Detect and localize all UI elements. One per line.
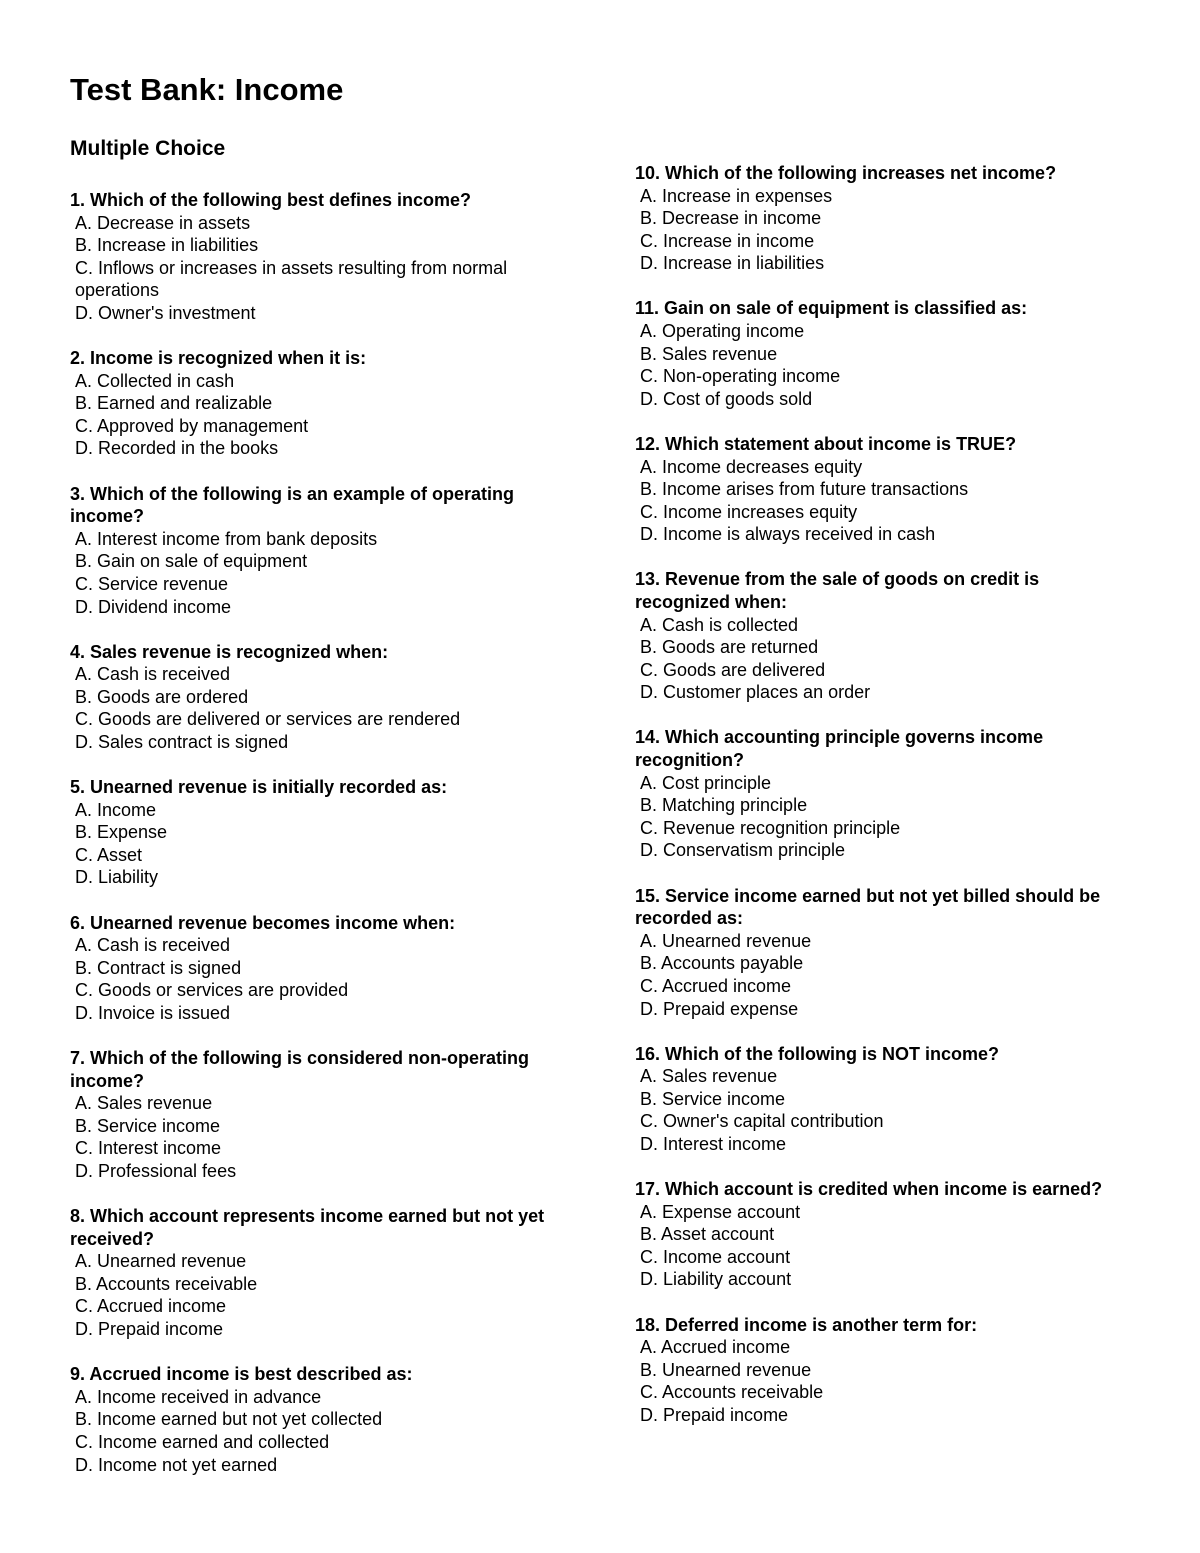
answer-option: C. Service revenue [75,573,229,594]
answer-option: A. Sales revenue [75,1093,213,1114]
answer-option: D. Income not yet earned [75,1454,278,1475]
question-block [635,162,1130,275]
answer-option: D. Professional fees [75,1160,237,1181]
answer-option: A. Unearned revenue [640,930,812,951]
answer-option: B. Accounts receivable [75,1273,258,1294]
question-text: 2. Income is recognized when it is: [70,348,367,369]
answer-option: B. Income arises from future transactions [640,479,969,500]
answer-option: B. Asset account [640,1224,775,1245]
question-text: 8. Which account represents income earned but not yet received? [70,1206,545,1249]
question-text: 16. Which of the following is NOT income? [635,1043,1000,1064]
answer-option: B. Matching principle [640,795,808,816]
answer-option: C. Interest income [75,1138,222,1159]
question-block [635,726,1130,862]
question-text: 18. Deferred income is another term for: [635,1314,978,1335]
question-text: 10. Which of the following increases net income? [635,163,1057,183]
question-block [635,1314,1130,1427]
answer-option: D. Liability [75,867,159,888]
answer-option: D. Owner's investment [75,302,256,323]
answer-option: C. Income account [640,1246,791,1267]
answer-option: C. Non-operating income [640,366,841,387]
question-block [70,1363,565,1476]
answer-option: D. Prepaid income [640,1404,789,1425]
answer-option: B. Accounts payable [640,953,804,974]
answer-option: B. Decrease in income [640,208,822,229]
question-text: 5. Unearned revenue is initially recorded as: [70,777,448,798]
answer-option: A. Cost principle [640,772,772,793]
question-text: 15. Service income earned but not yet billed should be recorded as: [635,885,1101,929]
question-block [635,885,1130,1021]
answer-option: D. Cost of goods sold [640,388,813,409]
answer-option: B. Gain on sale of equipment [75,551,308,572]
answer-option: B. Unearned revenue [640,1359,812,1380]
answer-option: D. Invoice is issued [75,1002,231,1023]
question-block [70,776,565,889]
answer-option: A. Cash is received [75,664,231,685]
answer-option: A. Operating income [640,321,805,342]
answer-option: C. Goods are delivered [640,659,826,680]
answer-option: B. Goods are returned [640,637,819,658]
answer-option: A. Income received in advance [75,1386,322,1407]
answer-option: C. Income earned and collected [75,1431,330,1452]
question-block [70,912,565,1025]
answer-option: A. Decrease in assets [75,212,251,233]
section-title: Multiple Choice [70,137,226,160]
answer-option: C. Inflows or increases in assets resulting from normal operations [75,257,508,301]
answer-option: C. Accrued income [640,975,792,996]
answer-option: C. Revenue recognition principle [640,817,901,838]
question-block [635,1178,1130,1291]
answer-option: D. Dividend income [75,596,232,617]
answer-option: A. Collected in cash [75,370,235,391]
question-block [635,433,1130,546]
question-text: 13. Revenue from the sale of goods on credit is recognized when: [635,569,1040,612]
answer-option: C. Goods are delivered or services are rendered [75,709,461,730]
question-text: 3. Which of the following is an example of operating income? [70,483,515,527]
question-text: 14. Which accounting principle governs income recognition? [635,727,1044,771]
answer-option: C. Accrued income [75,1296,227,1317]
question-text: 12. Which statement about income is TRUE? [635,433,1017,454]
answer-option: A. Interest income from bank deposits [75,528,378,549]
answer-option: C. Owner's capital contribution [640,1111,884,1132]
question-text: 6. Unearned revenue becomes income when: [70,912,456,933]
question-block [635,1043,1130,1156]
question-block [70,189,565,325]
answer-option: B. Earned and realizable [75,393,273,414]
answer-option: D. Conservatism principle [640,840,846,861]
answer-option: B. Expense [75,822,168,843]
answer-option: B. Service income [75,1115,221,1136]
page-title: Test Bank: Income [70,72,344,107]
answer-option: C. Approved by management [75,415,309,436]
question-text: 17. Which account is credited when income is earned? [635,1179,1103,1200]
answer-option: C. Asset [75,844,143,865]
right-question-column [635,162,1130,1449]
answer-option: B. Increase in liabilities [75,235,259,256]
answer-option: B. Contract is signed [75,957,242,978]
answer-option: A. Income [75,799,157,820]
answer-option: D. Income is always received in cash [640,524,936,545]
question-text: 11. Gain on sale of equipment is classified as: [635,298,1028,319]
answer-option: C. Income increases equity [640,501,858,522]
question-block [70,641,565,754]
answer-option: D. Prepaid income [75,1319,224,1340]
answer-option: D. Sales contract is signed [75,731,289,752]
question-text: 7. Which of the following is considered non-operating income? [70,1048,529,1091]
answer-option: D. Interest income [640,1133,787,1154]
answer-option: A. Sales revenue [640,1066,778,1087]
question-block [70,1205,565,1341]
answer-option: A. Accrued income [640,1337,791,1358]
answer-option: D. Increase in liabilities [640,253,825,274]
answer-option: A. Cash is received [75,935,231,956]
answer-option: C. Increase in income [640,230,815,251]
question-block [70,347,565,460]
answer-option: D. Recorded in the books [75,438,279,459]
answer-option: B. Service income [640,1088,786,1109]
question-text: 9. Accrued income is best described as: [70,1364,413,1385]
answer-option: B. Sales revenue [640,343,778,364]
question-block [635,297,1130,410]
answer-option: A. Income decreases equity [640,456,863,477]
answer-option: A. Expense account [640,1201,801,1222]
answer-option: A. Unearned revenue [75,1251,247,1272]
answer-option: B. Goods are ordered [75,686,249,707]
question-block [70,483,565,619]
question-text: 4. Sales revenue is recognized when: [70,641,389,662]
answer-option: A. Increase in expenses [640,185,833,206]
answer-option: D. Customer places an order [640,682,871,703]
question-text: 1. Which of the following best defines income? [70,190,472,210]
answer-option: D. Liability account [640,1269,792,1290]
question-block [70,1047,565,1183]
answer-option: C. Goods or services are provided [75,980,349,1001]
question-block [635,568,1130,704]
answer-option: D. Prepaid expense [640,998,799,1019]
answer-option: C. Accounts receivable [640,1382,824,1403]
left-question-column [70,189,565,1499]
answer-option: A. Cash is collected [640,614,799,635]
answer-option: B. Income earned but not yet collected [75,1409,383,1430]
